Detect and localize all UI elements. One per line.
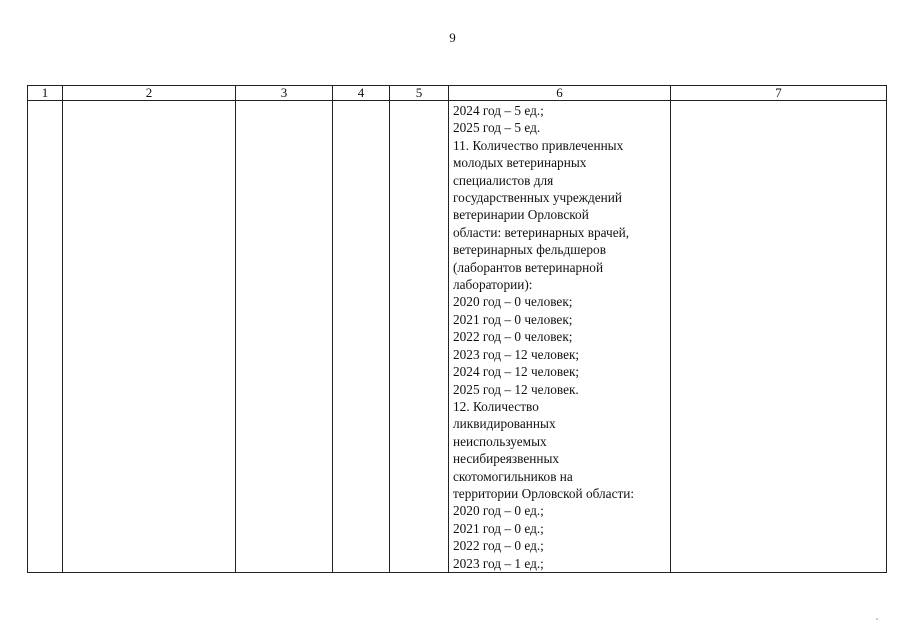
text-line: несибиреязвенных	[453, 451, 560, 467]
column-header-5: 5	[390, 86, 449, 101]
text-line: ликвидированных	[453, 416, 556, 432]
text-line: 2025 год – 12 человек.	[453, 381, 579, 397]
column-header-6: 6	[449, 86, 671, 101]
cell-col-6-indicators	[449, 101, 671, 573]
cell-col-7	[671, 101, 887, 573]
text-line: 11. Количество привлеченных	[453, 137, 624, 153]
text-line: 2023 год – 1 ед.;	[453, 555, 544, 571]
scan-speck	[876, 618, 878, 620]
text-line: лаборатории):	[453, 277, 533, 293]
cell-col-4	[333, 101, 390, 573]
text-line: 2020 год – 0 ед.;	[453, 503, 544, 519]
text-line: государственных учреждений	[453, 190, 622, 206]
document-table	[27, 85, 887, 573]
cell-col-5	[390, 101, 449, 573]
page-number: 9	[449, 30, 456, 45]
text-line: ветеринарных фельдшеров	[453, 242, 606, 258]
text-line: неиспользуемых	[453, 433, 547, 449]
cell-col-2	[63, 101, 236, 573]
text-line: (лаборантов ветеринарной	[453, 259, 604, 275]
cell-col-3	[236, 101, 333, 573]
column-header-1: 1	[28, 86, 63, 101]
text-line: 2025 год – 5 ед.	[453, 120, 541, 136]
column-header-3: 3	[236, 86, 333, 101]
text-line: 12. Количество	[453, 398, 539, 414]
text-line: 2024 год – 5 ед.;	[453, 103, 544, 118]
text-line: 2021 год – 0 ед.;	[453, 520, 544, 536]
text-line: 2021 год – 0 человек;	[453, 311, 573, 327]
text-line: 2020 год – 0 человек;	[453, 294, 573, 310]
text-line: 2022 год – 0 ед.;	[453, 538, 544, 554]
column-header-2: 2	[63, 86, 236, 101]
text-line: 2024 год – 12 человек;	[453, 364, 580, 380]
cell-col-1	[28, 101, 63, 573]
text-line: молодых ветеринарных	[453, 155, 587, 171]
column-header-7: 7	[671, 86, 887, 101]
text-line: 2022 год – 0 человек;	[453, 329, 573, 345]
text-line: территории Орловской области:	[453, 485, 635, 501]
text-line: специалистов для	[453, 172, 554, 188]
table-row	[28, 101, 887, 573]
text-line: 2023 год – 12 человек;	[453, 346, 580, 362]
header-row	[28, 86, 887, 101]
text-line: области: ветеринарных врачей,	[453, 224, 630, 240]
text-line: ветеринарии Орловской	[453, 207, 589, 223]
text-line: скотомогильников на	[453, 468, 573, 484]
column-header-4: 4	[333, 86, 390, 101]
